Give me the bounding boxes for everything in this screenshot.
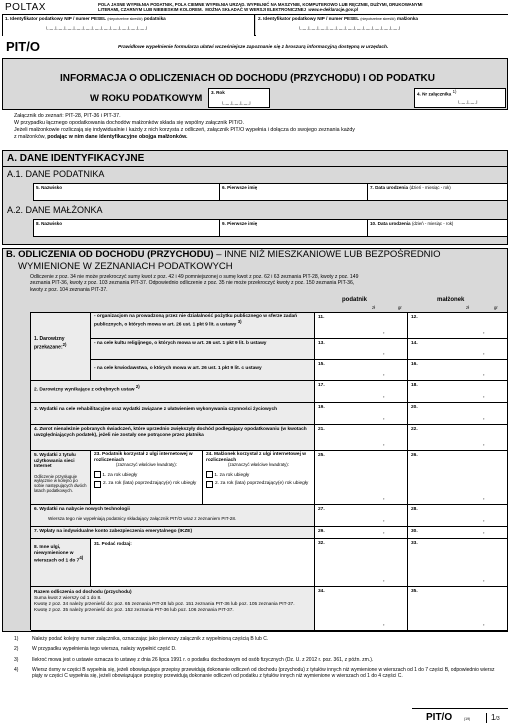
footer bbox=[412, 708, 508, 726]
amount-field[interactable] bbox=[408, 527, 508, 539]
footnotes bbox=[14, 636, 506, 683]
amount-field[interactable] bbox=[315, 425, 408, 451]
form-code: PIT/O bbox=[6, 39, 40, 54]
amount-field[interactable] bbox=[315, 505, 408, 527]
col-gr-2: gr bbox=[494, 305, 498, 310]
amount-field[interactable] bbox=[408, 425, 508, 451]
c24-option2-checkbox[interactable] bbox=[206, 481, 213, 488]
field-number: 28. bbox=[411, 507, 418, 512]
section-b-description: Odliczenie z poz. 34 nie może przekroczyć sumy kwot z poz. 42 i 49 pomniejszonej o sumę kwot z poz. 62 i 63 zeznania PIT-28, kwoty z poz. 149 zeznania PIT-36, kwoty z poz. 103 zeznania PIT-37. Odpowiednio odliczenie z poz. 35 nie może przekroczyć kwoty z poz. 150 zeznania PIT-36, kwoty z poz. 104 zeznania PIT-37. bbox=[30, 274, 359, 293]
row1-label: 1. Darowizny przekazane:$^{2)}$ bbox=[31, 313, 91, 381]
decimal-separator: , bbox=[483, 441, 485, 448]
section-a bbox=[2, 150, 508, 245]
field-number: 35. bbox=[411, 589, 418, 594]
year-field[interactable]: 3. Rok └─┴─┴─┘ bbox=[208, 88, 270, 108]
row1c-label: - na cele krwiodawstwa, o których mowa w art. 26 ust. 1 pkt 9 lit. c ustawy bbox=[91, 360, 315, 381]
decimal-separator: , bbox=[483, 415, 485, 422]
amount-field[interactable] bbox=[408, 539, 508, 587]
c24-option1-checkbox[interactable] bbox=[206, 471, 213, 478]
amount-field[interactable] bbox=[315, 527, 408, 539]
amount-field[interactable] bbox=[315, 587, 408, 631]
decimal-separator: , bbox=[383, 517, 385, 524]
decimal-separator: , bbox=[383, 577, 385, 584]
field-number: 27. bbox=[318, 507, 325, 512]
decimal-separator: , bbox=[383, 329, 385, 336]
section-a-title: A. DANE IDENTYFIKACYJNE bbox=[7, 153, 145, 164]
footnote-number: 3) bbox=[14, 656, 19, 663]
row5-c24: 24. Małżonek korzystał z ulgi internetowej w rozliczeniach (zaznaczyć właściwe kwadraty): 1. za rok ubiegły 2. za rok (lata) poprzedzający(e) rok ubiegły bbox=[203, 451, 315, 505]
footnote bbox=[14, 646, 506, 652]
field-number: 14. bbox=[411, 341, 418, 346]
amount-field[interactable] bbox=[408, 451, 508, 505]
field-number: 11. bbox=[318, 315, 325, 320]
row1b-label: - na cele kultu religijnego, o których mowa w art. 26 ust. 1 pkt 9 lit. b ustawy bbox=[91, 339, 315, 360]
amount-field[interactable] bbox=[408, 381, 508, 403]
amount-field[interactable] bbox=[315, 313, 408, 339]
section-a1-title: A.1. DANE PODATNIKA bbox=[7, 169, 105, 179]
footnote bbox=[14, 657, 506, 663]
c23-option2-checkbox[interactable] bbox=[94, 481, 101, 488]
amount-field[interactable] bbox=[408, 505, 508, 527]
decimal-separator: , bbox=[383, 621, 385, 628]
spouse-nip-field[interactable]: 2. Identyfikator podatkowy NIP / numer PESEL (niepotrzebne skreślić) małżonka └─┴─┴─┴─┴─┴─┴─┴─┴─┴─┴─┘ bbox=[256, 15, 508, 36]
form-title: INFORMACJA O ODLICZENIACH OD DOCHODU (PRZYCHODU) I OD PODATKU bbox=[60, 73, 435, 84]
row6-label: 6. Wydatki na nabycie nowych technologii Wiersza tego nie wypełniają podatnicy składający załącznik PIT/O wraz z zeznaniem PIT-28. bbox=[31, 505, 315, 527]
decimal-separator: , bbox=[483, 329, 485, 336]
row5-label: 5. Wydatki z tytułu użytkowania sieci Internet Odliczenie przysługuje wyłącznie w kolejno po sobie następujących dwóch latach podatkowych. bbox=[31, 451, 91, 505]
field-number: 12. bbox=[411, 315, 418, 320]
amount-field[interactable] bbox=[408, 587, 508, 631]
row4-label: 4. Zwrot nienależnie pobranych świadczeń, które uprzednio zwiększyły dochód podlegający opodatkowaniu (w kwotach uwzględniających podatek), jeżeli nie zostały one potrącone przez płatnika bbox=[31, 425, 315, 451]
decimal-separator: , bbox=[483, 350, 485, 357]
amount-field[interactable] bbox=[315, 451, 408, 505]
decimal-separator: , bbox=[383, 441, 385, 448]
footnote-number: 2) bbox=[14, 646, 19, 653]
decimal-separator: , bbox=[483, 621, 485, 628]
row2-label: 2. Darowizny wynikające z odrębnych ustaw $^{2)}$ bbox=[31, 381, 315, 403]
footnote-text: Ilekroć mowa jest o ustawie oznacza to ustawę z dnia 26 lipca 1991 r. o podatku dochodowym od osób fizycznych (Dz. U. z 2012 r. poz. 361, z późn. zm.). bbox=[32, 656, 374, 663]
decimal-separator: , bbox=[383, 495, 385, 502]
amount-field[interactable] bbox=[408, 313, 508, 339]
amount-field[interactable] bbox=[408, 403, 508, 425]
amount-field[interactable] bbox=[315, 403, 408, 425]
amount-field[interactable] bbox=[315, 339, 408, 360]
row1a-label: - organizacjom na prowadzoną przez nie działalność pożytku publicznego w sferze zadań publicznych, o których mowa w art. 26 ust. 1 pkt 9 lit. a ustawy $^{3)}$ bbox=[91, 313, 315, 339]
c23-option1-checkbox[interactable] bbox=[94, 471, 101, 478]
footnote-number: 4) bbox=[14, 666, 19, 673]
field-number: 33. bbox=[411, 541, 418, 546]
attachment-number-field[interactable]: 4. Nr załącznika $^{1)}$ └─┴─┘ bbox=[414, 88, 506, 108]
field-number: 19. bbox=[318, 405, 325, 410]
amount-field[interactable] bbox=[408, 360, 508, 381]
decimal-separator: , bbox=[483, 393, 485, 400]
amount-field[interactable] bbox=[315, 381, 408, 403]
form-logo: POLTAX bbox=[5, 2, 46, 13]
footer-code: PIT/O bbox=[426, 712, 453, 723]
decimal-separator: , bbox=[483, 517, 485, 524]
a1-firstname-field[interactable]: 6. Pierwsze imię bbox=[220, 184, 368, 201]
decimal-separator: , bbox=[483, 529, 485, 536]
taxpayer-nip-field[interactable]: 1. Identyfikator podatkowy NIP / numer PESEL (niepotrzebne skreślić) podatnika └─┴─┴─┴─┴─┴─┴─┴─┴─┴─┴─┘ bbox=[3, 15, 255, 36]
amount-field[interactable] bbox=[315, 539, 408, 587]
field-number: 29. bbox=[318, 529, 325, 534]
field-number: 26. bbox=[411, 453, 418, 458]
footnote-text: Wiersz ósmy w części B wypełnia się, jeżeli obowiązujące przepisy przewidują dokonanie odliczeń od dochodu (przychodu) z tytułów innych niż wymienione w wierszach od 1 do 7 części B, odpowiednio wiersz piąty w części C wypełnia się, jeżeli obowiązujące przepisy przewidują dokonanie odliczeń od podatku z tytułów innych niż wymienione w wierszach od 1 do 4 części C. bbox=[32, 666, 495, 679]
field-number: 22. bbox=[411, 427, 418, 432]
decimal-separator: , bbox=[383, 415, 385, 422]
col-zl-1: zł bbox=[372, 305, 376, 310]
row3-label: 3. Wydatki na cele rehabilitacyjne oraz wydatki związane z ułatwieniem wykonywania czynności życiowych bbox=[31, 403, 315, 425]
footnote-number: 1) bbox=[14, 636, 19, 642]
col-spouse: małżonek bbox=[437, 297, 465, 303]
col-gr-1: gr bbox=[398, 305, 402, 310]
id-field-row bbox=[2, 14, 508, 36]
deductions-table bbox=[30, 312, 508, 630]
field-number: 13. bbox=[318, 341, 325, 346]
form-subtitle: W ROKU PODATKOWYM bbox=[90, 93, 203, 104]
decimal-separator: , bbox=[483, 577, 485, 584]
footer-page: 1/3 bbox=[486, 713, 500, 723]
field-number: 15. bbox=[318, 362, 325, 367]
amount-field[interactable] bbox=[315, 360, 408, 381]
col-zl-2: zł bbox=[466, 305, 470, 310]
field-number: 20. bbox=[411, 405, 418, 410]
amount-field[interactable] bbox=[408, 339, 508, 360]
row5-c23: 23. Podatnik korzystał z ulgi internetowej w rozliczeniach (zaznaczyć właściwe kwadraty): 1. za rok ubiegły 2. za rok (lata) poprzedzający(e) rok ubiegły bbox=[91, 451, 203, 505]
section-b-title: B. ODLICZENIA OD DOCHODU (PRZYCHODU) – INNE NIŻ MIESZKANIOWE LUB BEZPOŚREDNIO bbox=[6, 249, 441, 260]
a2-birthdate-field[interactable]: 10. Data urodzenia (dzień - miesiąc - rok) bbox=[370, 221, 454, 226]
decimal-separator: , bbox=[483, 495, 485, 502]
field-number: 30. bbox=[411, 529, 418, 534]
field-number: 32. bbox=[318, 541, 325, 546]
a1-birthdate-field[interactable]: 7. Data urodzenia (dzień - miesiąc - rok) bbox=[370, 185, 451, 190]
footnote bbox=[14, 667, 506, 680]
field-number: 21. bbox=[318, 427, 325, 432]
decimal-separator: , bbox=[383, 350, 385, 357]
section-a2-title: A.2. DANE MAŁŻONKA bbox=[7, 205, 103, 215]
decimal-separator: , bbox=[383, 371, 385, 378]
a2-surname-field[interactable]: 8. Nazwisko bbox=[34, 220, 220, 237]
a2-firstname-field[interactable]: 9. Pierwsze imię bbox=[220, 220, 368, 237]
footnote bbox=[14, 636, 506, 642]
field-number: 18. bbox=[411, 383, 418, 388]
form-hint: Prawidłowe wypełnienie formularza ułatwi wcześniejsze zapoznanie się z broszurą informacyjną dostępną w urzędach. bbox=[118, 45, 389, 50]
decimal-separator: , bbox=[483, 371, 485, 378]
intro-text: Załącznik do zeznań: PIT-28, PIT-36 i PIT-37. W przypadku łącznego opodatkowania dochodów małżonków składa się wspólny załącznik PIT/O. Jeżeli małżonkowie rozliczają się indywidualnie i każdy z nich korzysta z odliczeń, załącznik PIT/O wypełnia i dołącza do swojego zeznania każdy z małżonków, podając w nim dane identyfikacyjne obojga małżonków. bbox=[14, 113, 355, 140]
instructions: POLA JASNE WYPEŁNIA PODATNIK, POLA CIEMNE WYPEŁNIA URZĄD. WYPEŁNIĆ NA MASZYNIE, KOMPUTEROWO LUB RĘCZNIE, DUŻYMI, DRUKOWANYMI LITERAMI, CZARNYM LUB NIEBIESKIM KOLOREM. MOŻNA SKŁADAĆ W WERSJI ELEKTRONICZNEJ www.e-deklaracje.gov.pl bbox=[98, 2, 423, 13]
field-number: 34. bbox=[318, 589, 325, 594]
col-taxpayer: podatnik bbox=[342, 297, 367, 303]
a1-surname-field[interactable]: 5. Nazwisko bbox=[34, 184, 220, 201]
row7-label: 7. Wpłaty na indywidualne konto zabezpieczenia emerytalnego (IKZE) bbox=[31, 527, 315, 539]
field-number: 17. bbox=[318, 383, 325, 388]
section-b-title-line2: WYMIENIONE W ZEZNANIACH PODATKOWYCH bbox=[18, 261, 233, 272]
field-number: 25. bbox=[318, 453, 325, 458]
row8-label: 8. Inne ulgi, niewymienione w wierszach od 1 do 7$^{4)}$ bbox=[31, 539, 91, 587]
footer-version: (19) bbox=[464, 717, 471, 721]
other-relief-type-field[interactable]: 31. Podać rodzaj: bbox=[91, 539, 315, 587]
row-total-label: Razem odliczenia od dochodu (przychodu) Suma kwot z wierszy od 1 do 8. Kwotę z poz. 34 należy przenieść do: poz. 65 zeznania PIT-28 lub poz. 151 zeznania PIT-36 lub poz. 105 zeznania PIT-37. Kwotę z poz. 35 należy przenieść do: poz. 152 zeznania PIT-36 lub poz. 106 zeznania PIT-37. bbox=[31, 587, 315, 631]
decimal-separator: , bbox=[383, 393, 385, 400]
footnote-text: Należy podać kolejny numer załącznika, oznaczając jako pierwszy załącznik z wypełnioną częścią B lub C. bbox=[32, 636, 269, 642]
decimal-separator: , bbox=[383, 529, 385, 536]
footnote-text: W przypadku wypełnienia tego wiersza, należy wypełnić część D. bbox=[32, 646, 177, 653]
field-number: 16. bbox=[411, 362, 418, 367]
